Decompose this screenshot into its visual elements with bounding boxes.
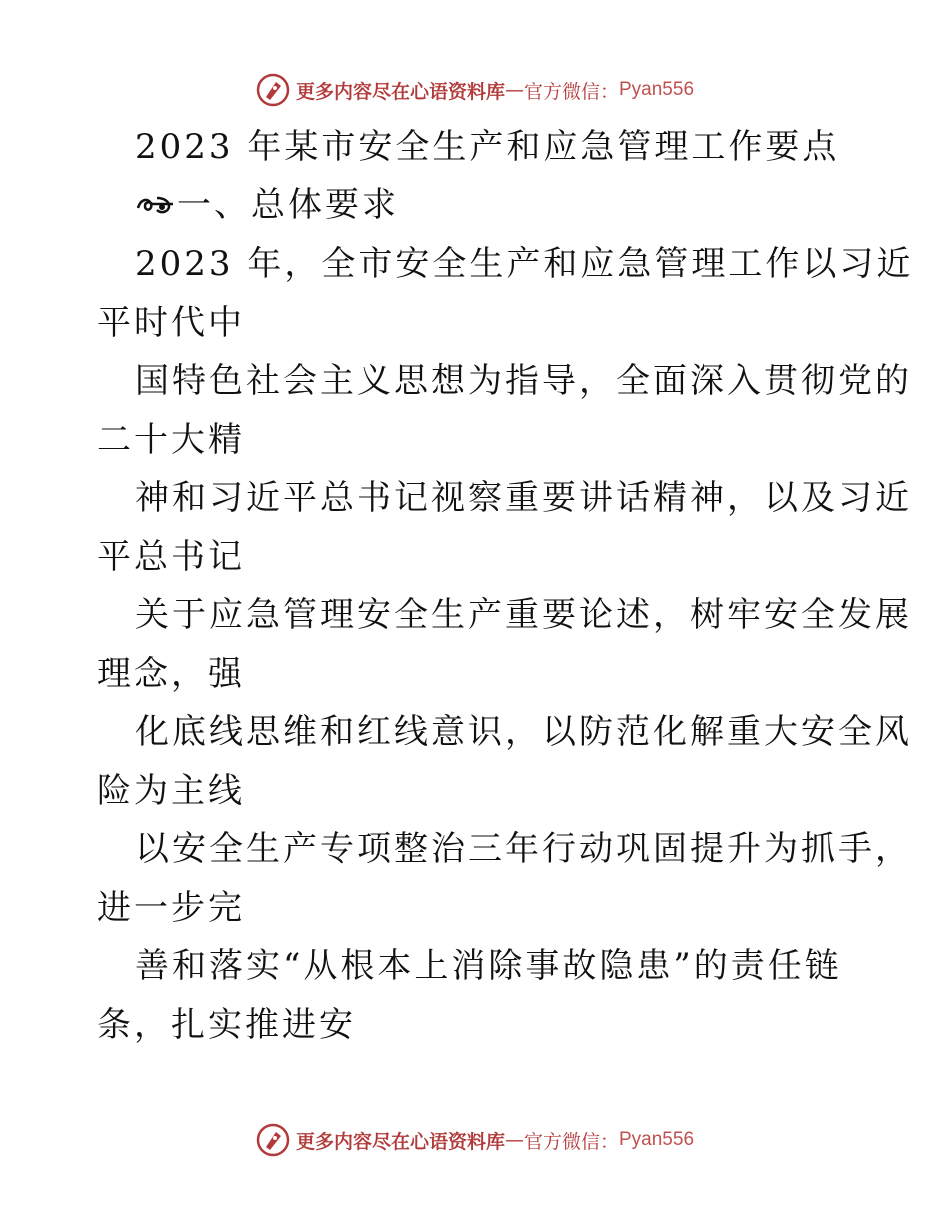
paragraph-line: 关于应急管理安全生产重要论述，树牢安全发展	[135, 595, 912, 635]
paragraph-line: 进一步完	[97, 888, 245, 928]
paragraph-line: 险为主线	[97, 771, 245, 811]
banner-wechat-id: Pyan556	[619, 79, 695, 100]
banner-wechat-label: 官方微信：	[523, 80, 619, 103]
paragraph-line: 以安全生产专项整治三年行动巩固提升为抓手，	[135, 829, 912, 869]
section-heading-row	[135, 183, 399, 227]
banner-wechat-label: 官方微信：	[523, 1130, 619, 1153]
banner-wechat-id: Pyan556	[619, 1129, 695, 1150]
footer-watermark-banner	[0, 1120, 950, 1160]
pen-nib-logo-icon	[256, 1123, 290, 1157]
scroll-ornament-icon	[135, 190, 177, 220]
paragraph-line: 条，扎实推进安	[97, 1005, 356, 1045]
paragraph-line: 平总书记	[97, 537, 245, 577]
section-heading: 一、总体要求	[177, 185, 399, 225]
paragraph-line: 2023 年，全市安全生产和应急管理工作以习近	[135, 244, 914, 284]
banner-separator: —	[504, 1129, 524, 1151]
paragraph-line: 善和落实“从根本上消除事故隐患”的责任链	[135, 946, 842, 986]
banner-text: 更多内容尽在心语资料库	[295, 80, 505, 103]
banner-text: 更多内容尽在心语资料库	[295, 1130, 505, 1153]
paragraph-line: 国特色社会主义思想为指导，全面深入贯彻党的	[135, 361, 912, 401]
document-title: 2023 年某市安全生产和应急管理工作要点	[135, 127, 840, 167]
paragraph-line: 神和习近平总书记视察重要讲话精神，以及习近	[135, 478, 912, 518]
paragraph-line: 化底线思维和红线意识，以防范化解重大安全风	[135, 712, 912, 752]
banner-separator: —	[504, 79, 524, 101]
paragraph-line: 理念，强	[97, 654, 245, 694]
paragraph-line: 二十大精	[97, 420, 245, 460]
paragraph-line: 平时代中	[97, 303, 245, 343]
